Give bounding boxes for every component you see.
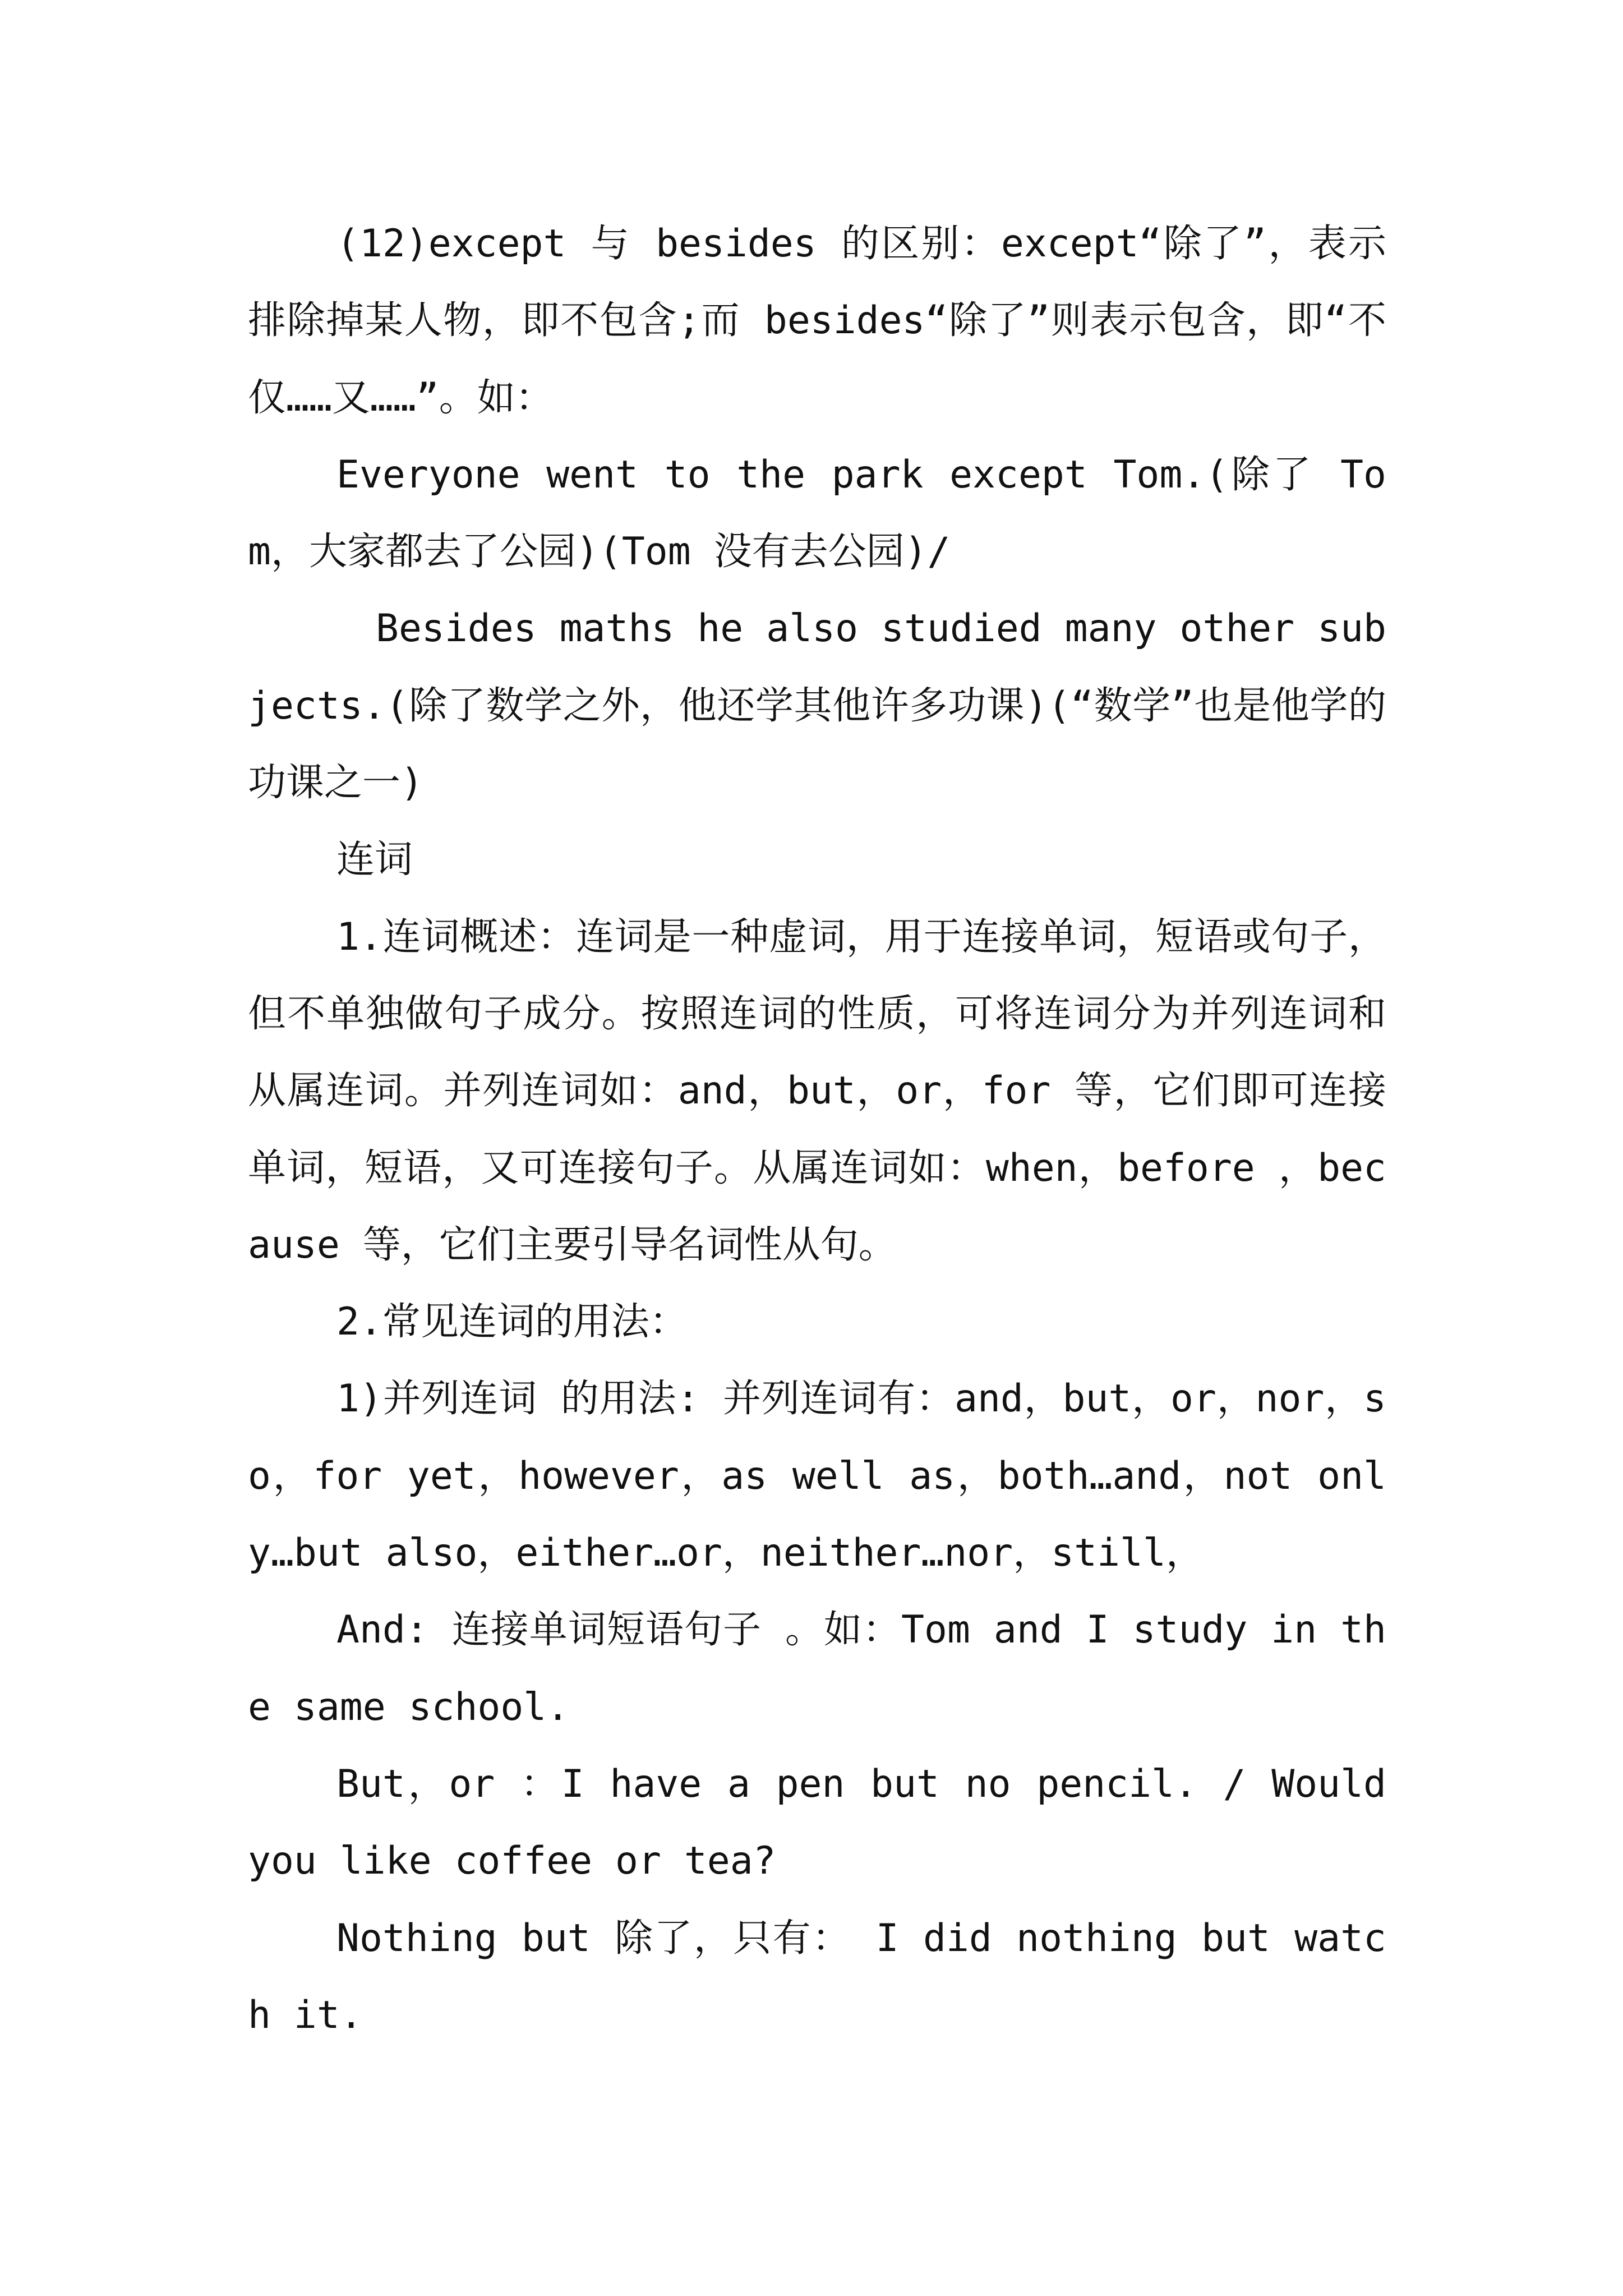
paragraph-example-besides: Besides maths he also studied many other subjects.(除了数学之外，他还学其他许多功课)(“数学”也是他学的功课之一): [248, 606, 1386, 806]
paragraph-and-usage: And: 连接单词短语句子 。如：Tom and I study in the same school.: [248, 1608, 1386, 1729]
paragraph-except-besides: (12)except 与 besides 的区别：except“除了”，表示排除掉某人物，即不包含;而 besides“除了”则表示包含，即“不仅……又……”。如：: [248, 222, 1386, 420]
paragraph-coordinating-conjunctions: 1)并列连词 的用法: 并列连词有：and，but，or，nor，so，for yet，however，as well as，both…and，not only…but also，either…or，neither…nor，still，: [248, 1377, 1386, 1576]
document-body: [248, 205, 1386, 2054]
paragraph-example-except: Everyone went to the park except Tom.(除了 Tom，大家都去了公园)(Tom 没有去公园)/: [248, 452, 1386, 574]
paragraph-nothing-but-usage: Nothing but 除了，只有： I did nothing but watch it.: [248, 1916, 1386, 2037]
paragraph-common-usage-heading: 2.常见连词的用法：: [336, 1300, 688, 1345]
section-heading-conjunctions: 连词: [336, 838, 413, 882]
paragraph-but-or-usage: But，or ：I have a pen but no pencil. / Would you like coffee or tea?: [248, 1761, 1386, 1884]
paragraph-conjunction-overview: 1.连词概述：连词是一种虚词，用于连接单词，短语或句子，但不单独做句子成分。按照连词的性质，可将连词分为并列连词和从属连词。并列连词如：and，but，or，for 等，它们即可连接单词，短语，又可连接句子。从属连词如：when，before ，because 等，它们主要引导名词性从句。: [248, 914, 1386, 1267]
